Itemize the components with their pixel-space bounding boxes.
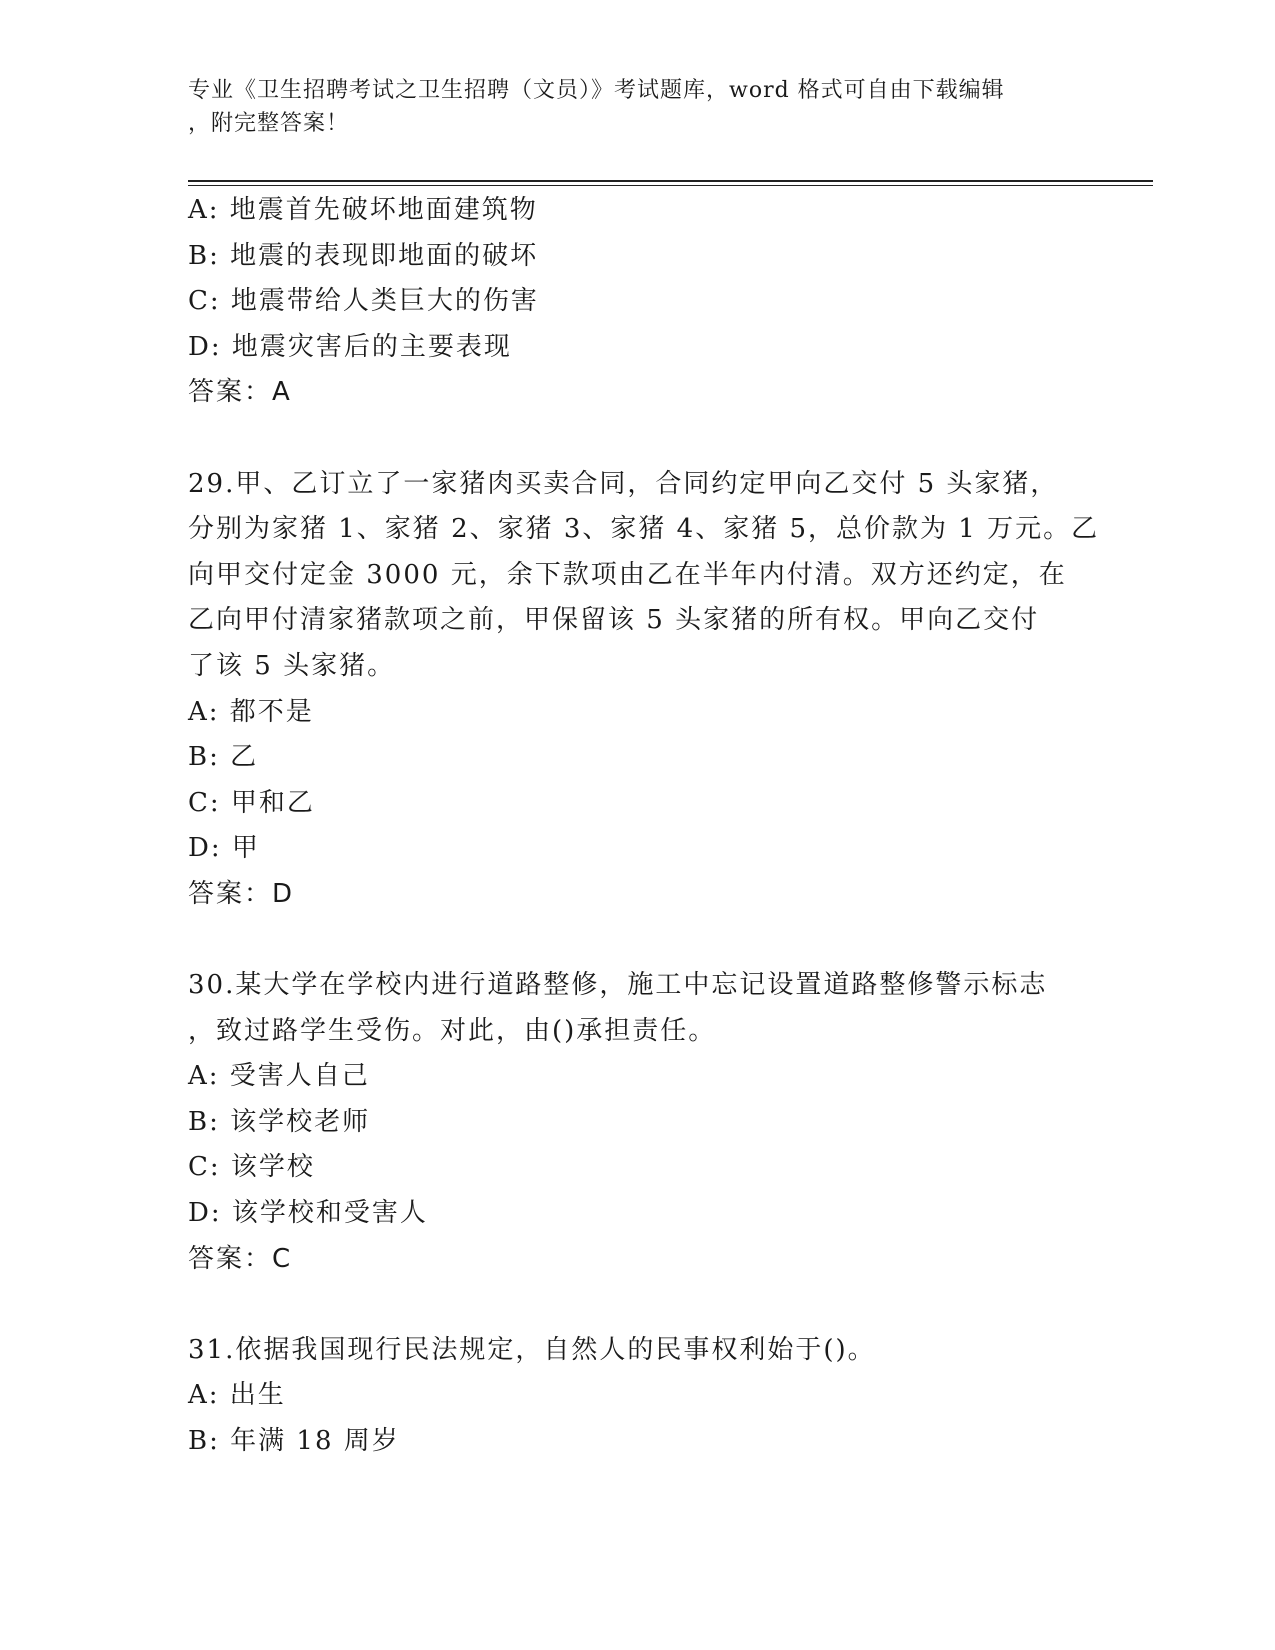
option-a: A: 都不是 [188,696,314,727]
header-divider-thin [188,185,1153,186]
option-a: A: 受害人自己 [188,1061,370,1092]
question-stem-line: 了该 5 头家猪。 [188,650,396,681]
question-stem-line: 向甲交付定金 3000 元，余下款项由乙在半年内付清。双方还约定，在 [188,559,1067,590]
option-d: D: 甲 [188,833,260,864]
option-a: A: 出生 [188,1380,286,1411]
document-header [188,74,1068,140]
header-line: 专业《卫生招聘考试之卫生招聘（文员）》考试题库，word 格式可自由下载编辑 [188,78,1005,103]
answer-line: 答案：D [188,878,295,909]
question-stem-line: 分别为家猪 1、家猪 2、家猪 3、家猪 4、家猪 5，总价款为 1 万元。乙 [188,514,1100,545]
answer-line: 答案：C [188,1243,293,1274]
answer-line: 答案：A [188,377,292,408]
option-c: C: 该学校 [188,1152,315,1183]
option-b: B: 乙 [188,742,259,773]
question-stem-line: 30.某大学在学校内进行道路整修，施工中忘记设置道路整修警示标志 [188,970,1048,1001]
question-28 [188,188,1088,416]
header-divider-thick [188,180,1153,182]
question-30 [188,963,1088,1282]
spacer [188,1282,1088,1328]
option-a: A: 地震首先破坏地面建筑物 [188,195,538,225]
question-stem-line: ，致过路学生受伤。对此，由()承担责任。 [188,1015,717,1046]
option-d: D: 地震灾害后的主要表现 [188,331,512,362]
option-b: B: 地震的表现即地面的破坏 [188,240,539,271]
option-b: B: 年满 18 周岁 [188,1426,400,1457]
option-b: B: 该学校老师 [188,1106,371,1137]
spacer [188,416,1088,462]
question-stem-line: 31.依据我国现行民法规定，自然人的民事权利始于()。 [188,1334,876,1365]
option-c: C: 地震带给人类巨大的伤害 [188,286,539,317]
question-stem-line: 乙向甲付清家猪款项之前，甲保留该 5 头家猪的所有权。甲向乙交付 [188,605,1040,636]
option-d: D: 该学校和受害人 [188,1198,428,1229]
question-stem-line: 29.甲、乙订立了一家猪肉买卖合同，合同约定甲向乙交付 5 头家猪， [188,468,1059,499]
question-list [188,188,1100,1465]
header-line: ，附完整答案！ [188,111,350,136]
question-29 [188,462,1100,918]
spacer [188,918,1088,964]
option-c: C: 甲和乙 [188,787,315,818]
question-31 [188,1328,1088,1465]
